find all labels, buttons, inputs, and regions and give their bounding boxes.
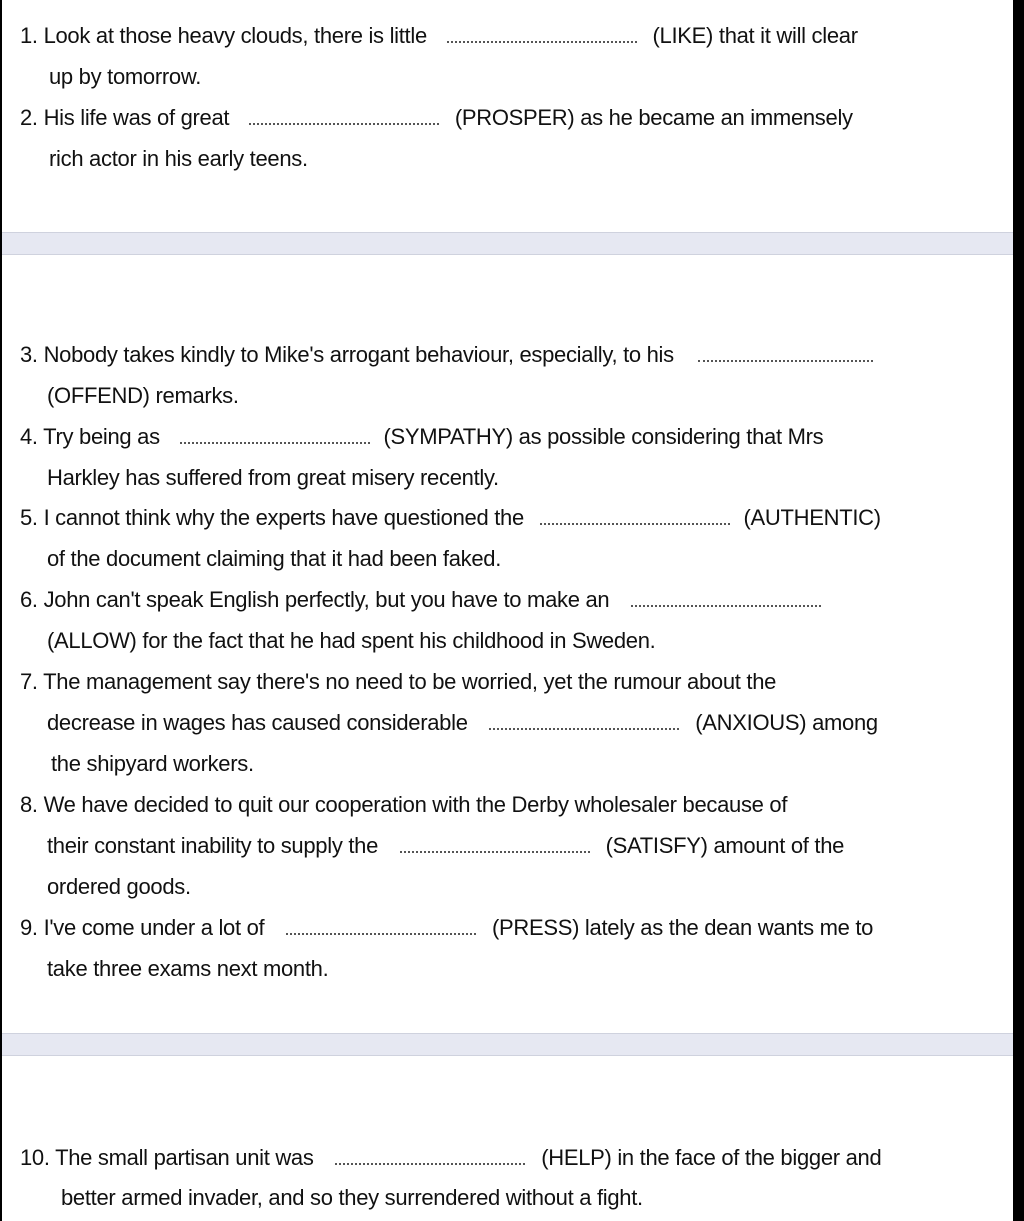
answer-blank[interactable] (249, 109, 439, 125)
question-text: I've come under a lot of (43, 915, 265, 940)
answer-blank[interactable] (180, 428, 370, 444)
answer-blank[interactable] (489, 714, 679, 730)
question-text: their constant inability to supply the (47, 833, 379, 858)
question-6-line-2: (ALLOW) for the fact that he had spent his childhood in Sweden. (47, 628, 656, 653)
question-number: 2. (20, 105, 38, 130)
question-9-line-2: take three exams next month. (47, 956, 329, 981)
question-9-line-1 (20, 914, 873, 942)
question-1-line-2: up by tomorrow. (49, 64, 202, 89)
question-number: 10. (20, 1145, 50, 1170)
question-number: 5. (20, 505, 38, 530)
question-text: The management say there's no need to be worried, yet the rumour about the (43, 669, 777, 694)
question-2-line-1 (20, 104, 853, 132)
question-number: 6. (20, 587, 38, 612)
answer-blank[interactable] (698, 346, 873, 362)
question-text: His life was of great (43, 105, 230, 130)
question-8-line-2 (47, 832, 844, 860)
question-7-line-2 (47, 709, 878, 737)
question-1-line-1 (20, 22, 858, 50)
question-text: Nobody takes kindly to Mike's arrogant behaviour, especially, to his (43, 342, 674, 367)
question-number: 9. (20, 915, 38, 940)
question-10-line-1 (20, 1144, 881, 1172)
question-6-line-1 (20, 586, 821, 614)
question-text: The small partisan unit was (55, 1145, 314, 1170)
question-number: 7. (20, 669, 38, 694)
question-text: John can't speak English perfectly, but you have to make an (43, 587, 610, 612)
question-number: 3. (20, 342, 38, 367)
question-text: (ANXIOUS) among (695, 710, 878, 735)
question-5-line-1 (20, 504, 881, 532)
question-4-line-1 (20, 423, 823, 451)
answer-blank[interactable] (447, 27, 637, 43)
question-text: (PROSPER) as he became an immensely (454, 105, 853, 130)
question-2-line-2: rich actor in his early teens. (49, 146, 308, 171)
question-number: 4. (20, 424, 38, 449)
answer-blank[interactable] (631, 591, 821, 607)
question-number: 8. (20, 792, 38, 817)
answer-blank[interactable] (335, 1149, 525, 1165)
question-text: Look at those heavy clouds, there is little (43, 23, 427, 48)
question-8-line-3: ordered goods. (47, 874, 191, 899)
question-text: decrease in wages has caused considerable (47, 710, 468, 735)
question-4-line-2: Harkley has suffered from great misery recently. (47, 465, 499, 490)
question-8-line-1 (20, 791, 787, 819)
question-7-line-3: the shipyard workers. (51, 751, 254, 776)
answer-blank[interactable] (400, 837, 590, 853)
question-7-line-1 (20, 668, 776, 696)
question-5-line-2: of the document claiming that it had been faked. (47, 546, 502, 571)
question-3-line-2: (OFFEND) remarks. (47, 383, 239, 408)
question-text: Try being as (43, 424, 160, 449)
question-text: (LIKE) that it will clear (652, 23, 858, 48)
page-separator-band (2, 232, 1013, 255)
question-text: (HELP) in the face of the bigger and (541, 1145, 882, 1170)
answer-blank[interactable] (540, 509, 730, 525)
answer-blank[interactable] (286, 919, 476, 935)
question-text: (SYMPATHY) as possible considering that Mrs (383, 424, 824, 449)
question-3-line-1 (20, 341, 873, 369)
question-text: I cannot think why the experts have questioned the (43, 505, 524, 530)
page-separator-band (2, 1033, 1013, 1056)
question-text: We have decided to quit our cooperation with the Derby wholesaler because of (43, 792, 788, 817)
question-text: (PRESS) lately as the dean wants me to (491, 915, 874, 940)
question-text: (SATISFY) amount of the (605, 833, 845, 858)
question-10-line-2: better armed invader, and so they surrendered without a fight. (61, 1185, 643, 1210)
question-number: 1. (20, 23, 38, 48)
question-text: (AUTHENTIC) (743, 505, 881, 530)
